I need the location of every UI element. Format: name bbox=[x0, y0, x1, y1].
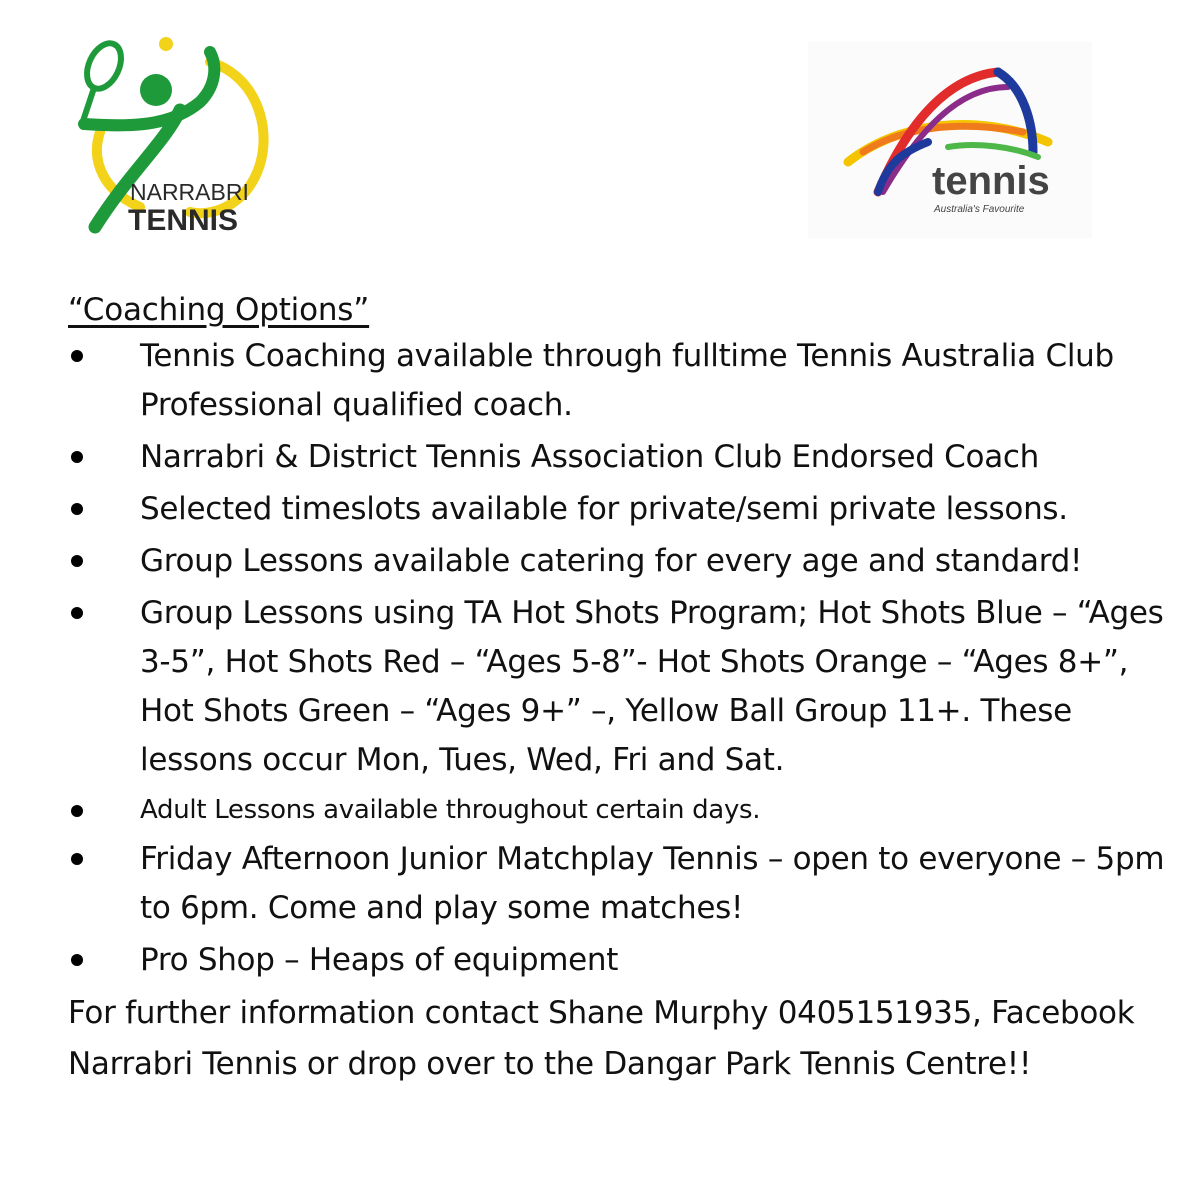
list-item bbox=[68, 433, 1168, 482]
list-item-text: Narrabri & District Tennis Association Club Endorsed Coach bbox=[140, 439, 1039, 475]
bullet-dot-icon bbox=[71, 853, 83, 865]
bullet-dot-icon bbox=[71, 350, 83, 362]
list-item-text: Friday Afternoon Junior Matchplay Tennis – open to everyone – 5pm to 6pm. Come and play some matches! bbox=[140, 841, 1165, 926]
list-item bbox=[68, 485, 1168, 534]
list-item-text: Pro Shop – Heaps of equipment bbox=[140, 942, 619, 978]
logo-tennis-text: TENNIS bbox=[128, 204, 239, 237]
logo-tennis-wordmark: tennis bbox=[932, 159, 1050, 203]
contact-paragraph: For further information contact Shane Murphy 0405151935, Facebook Narrabri Tennis or drop over to the Dangar Park Tennis Centre!! bbox=[68, 995, 1135, 1082]
list-item bbox=[68, 332, 1168, 430]
list-item bbox=[68, 788, 1168, 832]
list-item bbox=[68, 835, 1168, 933]
logo-narrabri-text: NARRABRI bbox=[130, 179, 249, 205]
list-item bbox=[68, 936, 1168, 985]
coaching-options-list bbox=[68, 332, 1168, 985]
page-title: “Coaching Options” bbox=[68, 292, 370, 328]
bullet-dot-icon bbox=[71, 805, 83, 817]
bullet-dot-icon bbox=[71, 503, 83, 515]
list-item-text: Group Lessons available catering for every age and standard! bbox=[140, 543, 1083, 579]
bullet-dot-icon bbox=[71, 555, 83, 567]
list-item-text: Tennis Coaching available through fulltime Tennis Australia Club Professional qualified coach. bbox=[140, 338, 1114, 423]
narrabri-tennis-logo bbox=[70, 32, 285, 247]
list-item bbox=[68, 589, 1168, 785]
logo-tagline: Australia's Favourite bbox=[934, 204, 1025, 215]
tennis-australia-logo bbox=[808, 42, 1092, 238]
list-item-text: Adult Lessons available throughout certain days. bbox=[140, 795, 761, 825]
bullet-dot-icon bbox=[71, 607, 83, 619]
list-item-text: Group Lessons using TA Hot Shots Program; Hot Shots Blue – “Ages 3-5”, Hot Shots Red – “Ages 5-8”- Hot Shots Orange – “Ages 8+”, Hot Shots Green – “Ages 9+” –, Yellow Ball Group 11+. These lessons occur Mon, Tues, Wed, Fri and Sat. bbox=[140, 595, 1164, 778]
document-body bbox=[68, 288, 1168, 1090]
tennis-australia-emblem bbox=[808, 42, 1092, 238]
list-item-text: Selected timeslots available for private/semi private lessons. bbox=[140, 491, 1068, 527]
list-item bbox=[68, 537, 1168, 586]
narrabri-tennis-emblem bbox=[70, 32, 285, 247]
bullet-dot-icon bbox=[71, 451, 83, 463]
bullet-dot-icon bbox=[71, 954, 83, 966]
